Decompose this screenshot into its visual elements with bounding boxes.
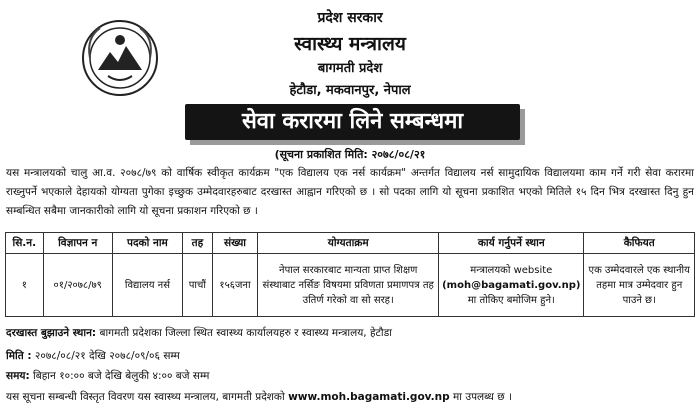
address: हेटौडा, मकवानपुर, नेपाल [289,83,411,98]
cell-post: विद्यालय नर्स [112,254,182,317]
col-header-count: संख्या [212,233,258,254]
cell-remarks: एक उम्मेदवारले एक स्थानीय तहमा मात्र उम्मेदवार हुन पाउने छ। [584,254,695,317]
table-header-row [6,233,695,254]
notice-banner: सेवा करारमा लिने सम्बन्धमा [185,104,520,140]
col-header-remarks: कैफियत [584,233,695,254]
more-info [6,390,512,404]
date-label: मिति : [6,350,32,362]
vacancy-table [5,232,695,317]
submission-value: बागमती प्रदेशका जिल्ला स्थित स्वास्थ्य कार्यालयहरु र स्वास्थ्य मन्त्रालय, हेटौडा [99,327,392,339]
cell-place [439,254,584,317]
time-label: समय: [6,370,30,382]
submission-place [6,326,392,340]
submission-label: दरखास्त बुझाउने स्थान: [6,327,97,339]
intro-paragraph: यस मन्त्रालयको चालु आ.व. २०७८/७९ को वार्षिक स्वीकृत कार्यक्रम "एक विद्यालय एक नर्स कार्यक्रम" अन्तर्गत विद्यालय नर्स सामुदायिक विद्यालयमा काम गर्ने गरी सेवा करारमा राख्नुपर्ने भएकाले देहायको योग्यता पुगेका इच्छुक उम्मेदवारहरुबाट दरखास्त आह्वान गरिएको छ । सो पदका लागि यो सूचना प्रकाशित भएको मितिले १५ दिन भित्र दरखास्त दिनु हुन सम्बन्धित सबैमा जानकारीको लागि यो सूचना प्रकाशन गरिएको छ । [6,167,694,217]
ministry-website-link[interactable]: www.moh.bagamati.gov.np [288,391,450,403]
cell-level: पाचौं [183,254,213,317]
ministry-title: स्वास्थ्य मन्त्रालय [294,33,406,55]
notice-header [0,0,700,112]
more-info-text: यस सूचना सम्बन्धी विस्तृत विवरण यस स्वास्थ्य मन्त्रालय, बागमती प्रदेशको [6,391,285,403]
more-info-suffix: मा उपलब्ध छ । [452,391,512,403]
submission-date [6,349,180,363]
col-header-place: कार्य गर्नुपर्ने स्थान [439,233,584,254]
gov-title: प्रदेश सरकार [317,10,383,26]
col-header-post: पदको नाम [112,233,182,254]
col-header-sn: सि.न. [6,233,44,254]
place-line-3: मा तोकिए बमोजिम हुने। [467,294,555,306]
submission-time [6,369,209,383]
time-value: बिहान १०:०० बजे देखि बेलुकी ४:०० बजे सम्म [33,370,210,382]
col-header-qualification: योग्यताक्रम [258,233,439,254]
col-header-adv-no: विज्ञापन न [43,233,112,254]
cell-sn: १ [6,254,44,317]
province-title: बागमती प्रदेश [317,61,383,76]
date-value: २०७८/०८/२१ देखि २०७८/०९/०६ सम्म [34,350,180,362]
cell-qualification: नेपाल सरकारबाट मान्यता प्राप्त शिक्षण संस्थाबाट नर्सिङ विषयमा प्रविणता प्रमाणपत्र तह उतिर्ण गरेको वा सो सरह। [258,254,439,317]
place-line-1: मन्त्रालयको website [470,264,553,276]
cell-count: १५६जना [212,254,258,317]
cell-adv-no: ०१/२०७८/७९ [43,254,112,317]
col-header-level: तह [183,233,213,254]
place-email: (moh@bagamati.gov.np) [442,279,581,291]
notice-published-date: (सूचना प्रकाशित मिति: २०७८/०८/२१ [274,148,426,161]
table-row [6,254,695,317]
